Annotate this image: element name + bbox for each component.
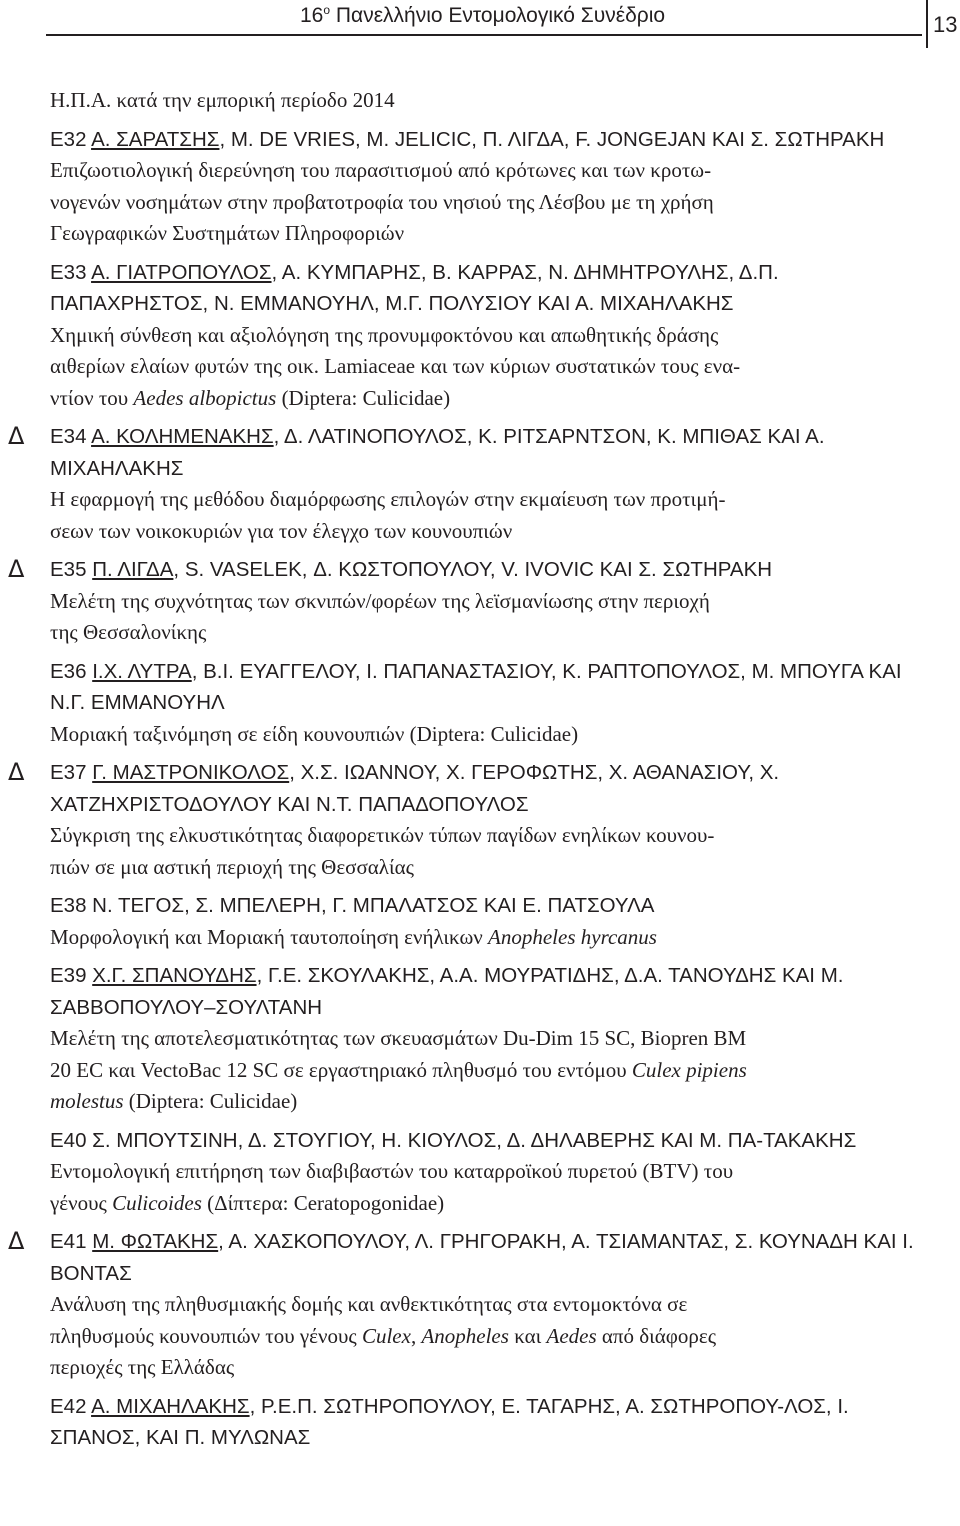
title-line: Χημική σύνθεση και αξιολόγηση της προνυμφοκτόνου και απωθητικής δράσης [50, 322, 719, 347]
entry-title [50, 922, 916, 954]
title-line: Ανάλυση της πληθυσμιακής δομής και ανθεκτικότητας στα εντομοκτόνα σε [50, 1292, 688, 1316]
species-name: molestus [50, 1089, 124, 1113]
title-segment: και [508, 1323, 547, 1348]
genus-name: Culex [361, 1323, 411, 1348]
delta-marker-icon: Δ [8, 555, 25, 583]
title-segment: (Δίπτερα: Ceratopogonidae) [201, 1190, 445, 1215]
header-rule [46, 34, 922, 36]
entry-title [50, 484, 916, 547]
title-line: Μελέτη της αποτελεσματικότητας των σκευασμάτων Du-Dim 15 SC, Biopren BM [50, 1026, 747, 1050]
presenter-name: Χ.Γ. ΣΠΑΝΟΥΔΗΣ [92, 964, 257, 987]
genus-name: Aedes [546, 1323, 597, 1348]
entry-code: Ε39 [50, 964, 87, 987]
entry-e42 [50, 1391, 916, 1454]
species-name: Culicoides [112, 1190, 202, 1215]
entry-code: Ε32 [50, 127, 87, 151]
title-line [50, 1055, 916, 1087]
entry-e33 [50, 257, 916, 415]
title-segment: (Diptera: Culicidae) [123, 1089, 298, 1113]
entry-code: Ε38 [50, 894, 87, 917]
entry-e37 [8, 757, 916, 883]
entry-code: Ε35 [50, 558, 87, 581]
title-line: πιών σε μια αστική περιοχή της Θεσσαλίας [50, 854, 414, 879]
entry-authors [50, 960, 916, 1023]
coauthors: Σ. ΜΠΟΥΤΣΙΝΗ, Δ. ΣΤΟΥΓΙΟΥ, Η. ΚΙΟΥΛΟΣ, Δ. ΔΗΛΑΒΕΡΗΣ ΚΑΙ Μ. ΠΑ-ΤΑΚΑΚΗΣ [86, 1128, 857, 1152]
entries-list [8, 85, 916, 1461]
genus-name: Anopheles [421, 1323, 509, 1348]
page-header [0, 0, 960, 40]
header-title-number: 16 [300, 4, 324, 27]
title-segment: (Diptera: Culicidae) [276, 385, 451, 410]
entry-authors [50, 421, 916, 484]
entry-e41 [8, 1226, 916, 1384]
header-vertical-rule [926, 0, 928, 48]
coauthors: , Μ. DE VRIES, Μ. JELICIC, Π. ΛΙΓΔΑ, F. JONGEJAN ΚΑΙ Σ. ΣΩΤΗΡΑΚΗ [219, 127, 885, 151]
title-segment: 20 EC και VectoBac 12 SC σε εργαστηριακό πληθυσμό του εντόμου [50, 1057, 632, 1082]
title-segment: Μορφολογική και Μοριακή ταυτοποίηση ενήλικων [50, 924, 489, 949]
entry-title [50, 586, 916, 649]
entry-authors [50, 1391, 916, 1454]
header-title-text: Πανελλήνιο Εντομολογικό Συνέδριο [330, 4, 666, 27]
entry-title [50, 1289, 916, 1384]
entry-title [50, 719, 916, 751]
title-line [50, 1321, 916, 1353]
page-number: 13 [933, 12, 958, 37]
entry-title [50, 155, 916, 250]
coauthors: , Χ.Σ. ΙΩΑΝΝΟΥ, Χ. ΓΕΡΟΦΩΤΗΣ, Χ. ΑΘΑΝΑΣΙΟΥ, Χ. ΧΑΤΖΗΧΡΙΣΤΟΔΟΥΛΟΥ ΚΑΙ Ν.Τ. ΠΑΠΑΔΟΠΟΥΛΟΣ [50, 761, 780, 816]
title-line: Μοριακή ταξινόμηση σε είδη κουνουπιών (Diptera: Culicidae) [50, 721, 579, 746]
entry-authors [50, 1125, 916, 1157]
entry-code: Ε42 [50, 1394, 87, 1418]
delta-marker-icon: Δ [8, 1227, 25, 1255]
presenter-name: Γ. ΜΑΣΤΡΟΝΙΚΟΛΟΣ [92, 761, 290, 784]
header-title-ordinal: ο [323, 3, 331, 17]
entry-code: Ε37 [50, 761, 87, 784]
title-line: Μελέτη της συχνότητας των σκνιπών/φορέων της λεϊσμανίωσης στην περιοχή [50, 588, 710, 613]
entry-e38 [50, 890, 916, 953]
species-name: Aedes albopictus [133, 385, 277, 410]
presenter-name: Α. ΓΙΑΤΡΟΠΟΥΛΟΣ [91, 260, 272, 284]
entry-title [50, 320, 916, 415]
entry-code: Ε33 [50, 260, 87, 284]
entry-authors [50, 257, 916, 320]
entry-authors [50, 757, 916, 820]
title-line: σεων των νοικοκυριών για τον έλεγχο των κουνουπιών [50, 518, 513, 543]
presenter-name: Π. ΛΙΓΔΑ [92, 558, 174, 581]
coauthors: , S. VASELEK, Δ. ΚΩΣΤΟΠΟΥΛΟΥ, V. IVOVIC ΚΑΙ Σ. ΣΩΤΗΡΑΚΗ [173, 558, 773, 581]
entry-e32 [50, 124, 916, 250]
title-line: Η εφαρμογή της μεθόδου διαμόρφωσης επιλογών στην εκμαίευση των προτιμή- [50, 487, 726, 511]
title-segment: , [410, 1323, 422, 1348]
title-line [50, 1188, 916, 1220]
title-segment: πληθυσμούς κουνουπιών του γένους [50, 1323, 362, 1348]
coauthors: , Ρ.Ε.Π. ΣΩΤΗΡΟΠΟΥΛΟΥ, Ε. ΤΑΓΑΡΗΣ, Α. ΣΩΤΗΡΟΠΟΥ-ΛΟΣ, Ι. ΣΠΑΝΟΣ, ΚΑΙ Π. ΜΥΛΩΝΑΣ [50, 1394, 849, 1449]
entry-code: Ε41 [50, 1230, 87, 1253]
title-line: αιθερίων ελαίων φυτών της οικ. Lamiaceae και των κύριων συστατικών τους ενα- [50, 354, 741, 378]
entry-e40 [50, 1125, 916, 1220]
title-segment: ντίον του [50, 385, 134, 410]
entry-title [50, 1156, 916, 1219]
title-line: της Θεσσαλονίκης [50, 620, 207, 644]
coauthors: , Α. ΚΥΜΠΑΡΗΣ, Β. ΚΑΡΡΑΣ, Ν. ΔΗΜΗΤΡΟΥΛΗΣ, Δ.Π. ΠΑΠΑΧΡΗΣΤΟΣ, Ν. ΕΜΜΑΝΟΥΗΛ, Μ.Γ. ΠΟΛΥΣΙΟΥ ΚΑΙ Α. ΜΙΧΑΗΛΑΚΗΣ [50, 260, 779, 315]
entry-code: Ε36 [50, 659, 87, 683]
entry-code: Ε40 [50, 1128, 87, 1152]
entry-title [50, 1023, 916, 1118]
entry-e35 [8, 554, 916, 649]
entry-e34 [8, 421, 916, 547]
entry-authors [50, 1226, 916, 1289]
title-line: Εντομολογική επιτήρηση των διαβιβαστών του καταρροϊκού πυρετού (BTV) του [50, 1159, 734, 1183]
entry-authors [50, 890, 916, 922]
species-name: Anopheles hyrcanus [488, 924, 657, 949]
coauthors: , Α. ΧΑΣΚΟΠΟΥΛΟΥ, Λ. ΓΡΗΓΟΡΑΚΗ, Α. ΤΣΙΑΜΑΝΤΑΣ, Σ. ΚΟΥΝΑΔΗ ΚΑΙ Ι. ΒΟΝΤΑΣ [50, 1230, 914, 1285]
header-title [300, 3, 665, 28]
title-line: Επιζωοτιολογική διερεύνηση του παρασιτισμού από κρότωνες και των κροτω- [50, 158, 712, 182]
title-segment: από διάφορες [596, 1323, 717, 1348]
title-line [50, 922, 916, 954]
presenter-name: Α. ΣΑΡΑΤΣΗΣ [91, 127, 220, 151]
entry-code: Ε34 [50, 425, 87, 448]
presenter-name: Α. ΚΟΛΗΜΕΝΑΚΗΣ [91, 425, 274, 448]
title-line [50, 383, 916, 415]
presenter-name: Ι.Χ. ΛΥΤΡΑ [92, 659, 192, 683]
coauthors: , Β.Ι. ΕΥΑΓΓΕΛΟΥ, Ι. ΠΑΠΑΝΑΣΤΑΣΙΟΥ, Κ. ΡΑΠΤΟΠΟΥΛΟΣ, Μ. ΜΠΟΥΓΑ ΚΑΙ Ν.Γ. ΕΜΜΑΝΟΥΗΛ [50, 659, 902, 714]
presenter-name: Μ. ΦΩΤΑΚΗΣ [92, 1230, 219, 1253]
coauthors: Ν. ΤΕΓΟΣ, Σ. ΜΠΕΛΕΡΗ, Γ. ΜΠΑΛΑΤΣΟΣ ΚΑΙ Ε. ΠΑΤΣΟΥΛΑ [86, 894, 655, 917]
presenter-name: Α. ΜΙΧΑΗΛΑΚΗΣ [91, 1394, 250, 1418]
coauthors: , Γ.Ε. ΣΚΟΥΛΑΚΗΣ, Α.Α. ΜΟΥΡΑΤΙΔΗΣ, Δ.Α. ΤΑΝΟΥΔΗΣ ΚΑΙ Μ. ΣΑΒΒΟΠΟΥΛΟΥ–ΣΟΥΛΤΑΝΗ [50, 964, 844, 1019]
intro-line [50, 85, 916, 117]
title-line: Γεωγραφικών Συστημάτων Πληροφοριών [50, 221, 405, 245]
entry-title [50, 820, 916, 883]
entry-authors [50, 554, 916, 586]
entry-e36 [50, 656, 916, 751]
entry-e39 [50, 960, 916, 1118]
title-line: περιοχές της Ελλάδας [50, 1355, 235, 1379]
title-line: νογενών νοσημάτων στην προβατοτροφία του νησιού της Λέσβου με τη χρήση [50, 189, 714, 214]
delta-marker-icon: Δ [8, 422, 25, 450]
coauthors: , Δ. ΛΑΤΙΝΟΠΟΥΛΟΣ, Κ. ΡΙΤΣΑΡΝΤΣΟΝ, Κ. ΜΠΙΘΑΣ ΚΑΙ Α. ΜΙΧΑΗΛΑΚΗΣ [50, 425, 825, 480]
title-line [50, 1086, 916, 1118]
species-name: Culex pipiens [631, 1057, 747, 1082]
entry-authors [50, 656, 916, 719]
title-line: Σύγκριση της ελκυστικότητας διαφορετικών τύπων παγίδων ενηλίκων κουνου- [50, 823, 715, 847]
entry-authors [50, 124, 916, 156]
intro-text: Η.Π.Α. κατά την εμπορική περίοδο 2014 [50, 88, 395, 112]
delta-marker-icon: Δ [8, 758, 25, 786]
title-segment: γένους [50, 1190, 113, 1215]
